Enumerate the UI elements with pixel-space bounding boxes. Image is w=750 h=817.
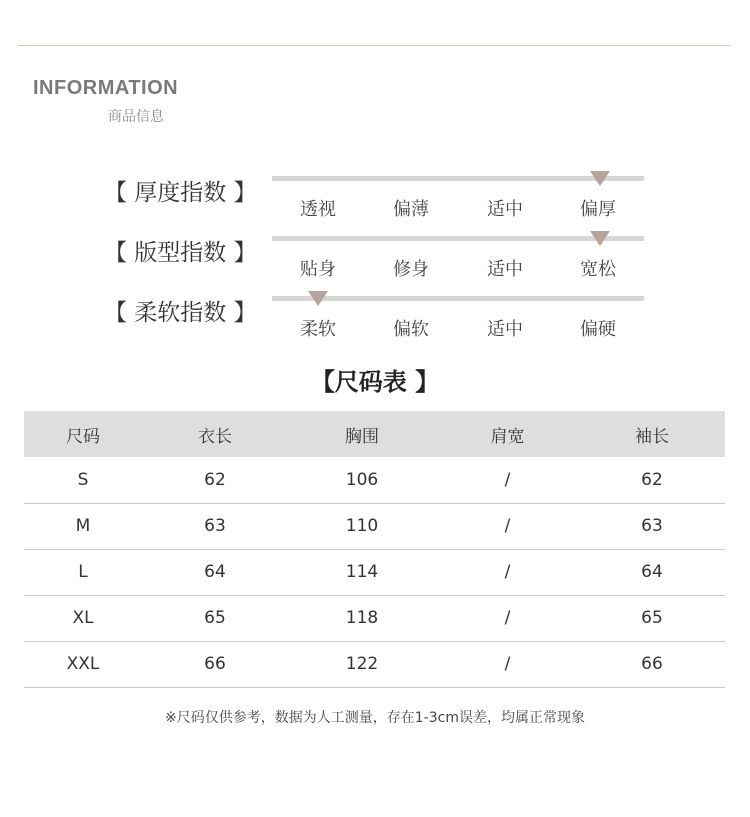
index-option: 适中 bbox=[487, 319, 523, 340]
index-option: 偏厚 bbox=[580, 199, 616, 220]
table-cell: 114 bbox=[288, 549, 436, 595]
column-header: 袖长 bbox=[579, 411, 725, 457]
column-header: 胸围 bbox=[288, 411, 436, 457]
column-header: 肩宽 bbox=[436, 411, 579, 457]
table-cell: 66 bbox=[142, 641, 288, 687]
table-row bbox=[24, 503, 725, 549]
index-option: 宽松 bbox=[580, 259, 616, 280]
table-cell: S bbox=[24, 457, 142, 503]
table-cell: / bbox=[436, 641, 579, 687]
info-subtitle: 商品信息 bbox=[108, 109, 164, 125]
index-label: 【 柔软指数 】 bbox=[104, 300, 257, 326]
info-title: INFORMATION bbox=[33, 77, 179, 99]
index-option: 偏硬 bbox=[580, 319, 616, 340]
table-cell: 65 bbox=[579, 595, 725, 641]
index-marker bbox=[590, 171, 610, 186]
table-cell: 64 bbox=[579, 549, 725, 595]
index-option: 柔软 bbox=[300, 319, 336, 340]
table-cell: 122 bbox=[288, 641, 436, 687]
table-cell: 63 bbox=[579, 503, 725, 549]
size-chart-table bbox=[24, 411, 725, 688]
table-cell: / bbox=[436, 457, 579, 503]
index-option: 修身 bbox=[393, 259, 429, 280]
index-option: 透视 bbox=[300, 199, 336, 220]
table-cell: 110 bbox=[288, 503, 436, 549]
table-cell: / bbox=[436, 549, 579, 595]
column-header: 衣长 bbox=[142, 411, 288, 457]
table-cell: XL bbox=[24, 595, 142, 641]
table-cell: / bbox=[436, 595, 579, 641]
table-cell: L bbox=[24, 549, 142, 595]
size-chart-title: 【尺码表 】 bbox=[310, 368, 440, 396]
table-cell: XXL bbox=[24, 641, 142, 687]
table-cell: 66 bbox=[579, 641, 725, 687]
table-row bbox=[24, 457, 725, 503]
table-header-row bbox=[24, 411, 725, 457]
index-option: 适中 bbox=[487, 259, 523, 280]
table-row bbox=[24, 641, 725, 687]
table-cell: 106 bbox=[288, 457, 436, 503]
index-option: 适中 bbox=[487, 199, 523, 220]
size-note: ※尺码仅供参考，数据为人工测量，存在1-3cm误差，均属正常现象 bbox=[165, 710, 585, 726]
table-cell: / bbox=[436, 503, 579, 549]
index-track bbox=[272, 176, 644, 181]
index-label: 【 厚度指数 】 bbox=[104, 180, 257, 206]
table-row bbox=[24, 549, 725, 595]
table-cell: 64 bbox=[142, 549, 288, 595]
top-divider bbox=[18, 45, 730, 46]
index-option: 偏薄 bbox=[393, 199, 429, 220]
table-cell: 63 bbox=[142, 503, 288, 549]
index-label: 【 版型指数 】 bbox=[104, 240, 257, 266]
table-row bbox=[24, 595, 725, 641]
column-header: 尺码 bbox=[24, 411, 142, 457]
index-track bbox=[272, 236, 644, 241]
table-cell: 118 bbox=[288, 595, 436, 641]
index-marker bbox=[590, 231, 610, 246]
index-marker bbox=[308, 291, 328, 306]
table-cell: 65 bbox=[142, 595, 288, 641]
index-option: 偏软 bbox=[393, 319, 429, 340]
table-cell: M bbox=[24, 503, 142, 549]
index-option: 贴身 bbox=[300, 259, 336, 280]
table-cell: 62 bbox=[579, 457, 725, 503]
table-cell: 62 bbox=[142, 457, 288, 503]
